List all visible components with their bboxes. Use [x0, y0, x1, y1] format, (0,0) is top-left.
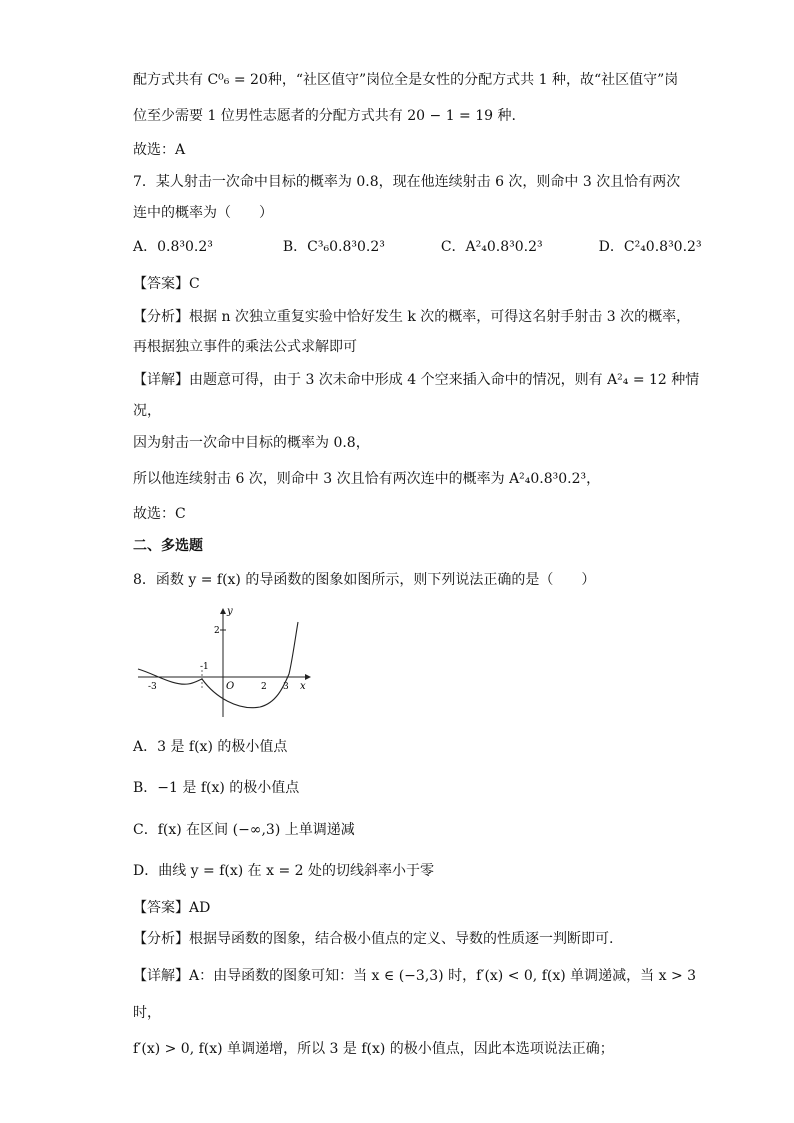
detail-text: 【详解】由题意可得，由于 3 次未命中形成 4 个空来插入命中的情况，则有 A²₄ = 12 种情 [133, 372, 700, 388]
detail-text: 【详解】A：由导函数的图象可知：当 x ∈ (−3,3) 时，f′(x) < 0, f(x) 单调递减，当 x > 3 [133, 968, 697, 984]
text-line: 配方式共有 C⁰₆ = 20种，“社区值守”岗位全是女性的分配方式共 1 种，故“社区值守”岗 [133, 72, 679, 88]
option-b: B．−1 是 f(x) 的极小值点 [133, 780, 300, 796]
x-tick-label: 2 [261, 682, 267, 692]
section-heading: 二、多选题 [133, 538, 203, 554]
text-line: 故选：A [133, 142, 186, 158]
option-d: D．曲线 y = f(x) 在 x = 2 处的切线斜率小于零 [133, 863, 434, 879]
detail-text: 因为射击一次命中目标的概率为 0.8， [133, 435, 370, 451]
text-line: 故选：C [133, 506, 186, 522]
derivative-graph [133, 600, 313, 725]
y-tick-label: -1 [200, 662, 209, 672]
text-line: 位至少需要 1 位男性志愿者的分配方式共有 20 − 1 = 19 种. [133, 108, 516, 124]
y-axis-label: y [227, 606, 233, 617]
y-axis-arrow [220, 608, 226, 614]
x-tick-label: 3 [283, 682, 289, 692]
detail-text: 所以他连续射击 6 次，则命中 3 次且恰有两次连中的概率为 A²₄0.8³0.2³， [133, 471, 601, 487]
answer-label: 【答案】C [133, 276, 200, 292]
answer-label: 【答案】AD [133, 900, 211, 916]
option-a: A．3 是 f(x) 的极小值点 [133, 739, 288, 755]
origin-label: O [226, 681, 235, 692]
x-axis-arrow [305, 674, 311, 680]
detail-text: 况， [133, 403, 161, 419]
question-7-stem: 7．某人射击一次命中目标的概率为 0.8，现在他连续射击 6 次，则命中 3 次且恰有两次 [133, 174, 681, 190]
option-c: C．f(x) 在区间 (−∞,3) 上单调递减 [133, 822, 355, 838]
question-7-options: A．0.8³0.2³ B．C³₆0.8³0.2³ C．A²₄0.8³0.2³ D．C²₄0.8³0.2³ [133, 239, 702, 255]
detail-text: 时， [133, 1005, 161, 1021]
detail-text: f′(x) > 0, f(x) 单调递增，所以 3 是 f(x) 的极小值点，因此本选项说法正确； [133, 1041, 614, 1057]
x-tick-label: -3 [148, 682, 157, 692]
question-8-stem: 8．函数 y = f(x) 的导函数的图象如图所示，则下列说法正确的是（ ） [133, 572, 596, 588]
analysis-text: 【分析】根据导函数的图象，结合极小值点的定义、导数的性质逐一判断即可. [133, 931, 614, 947]
analysis-text: 再根据独立事件的乘法公式求解即可 [133, 339, 357, 355]
x-axis-label: x [300, 681, 306, 692]
y-tick-label: 2 [214, 626, 220, 636]
analysis-text: 【分析】根据 n 次独立重复实验中恰好发生 k 次的概率，可得这名射手射击 3 次的概率， [133, 309, 691, 325]
question-7-stem: 连中的概率为（ ） [133, 205, 273, 221]
